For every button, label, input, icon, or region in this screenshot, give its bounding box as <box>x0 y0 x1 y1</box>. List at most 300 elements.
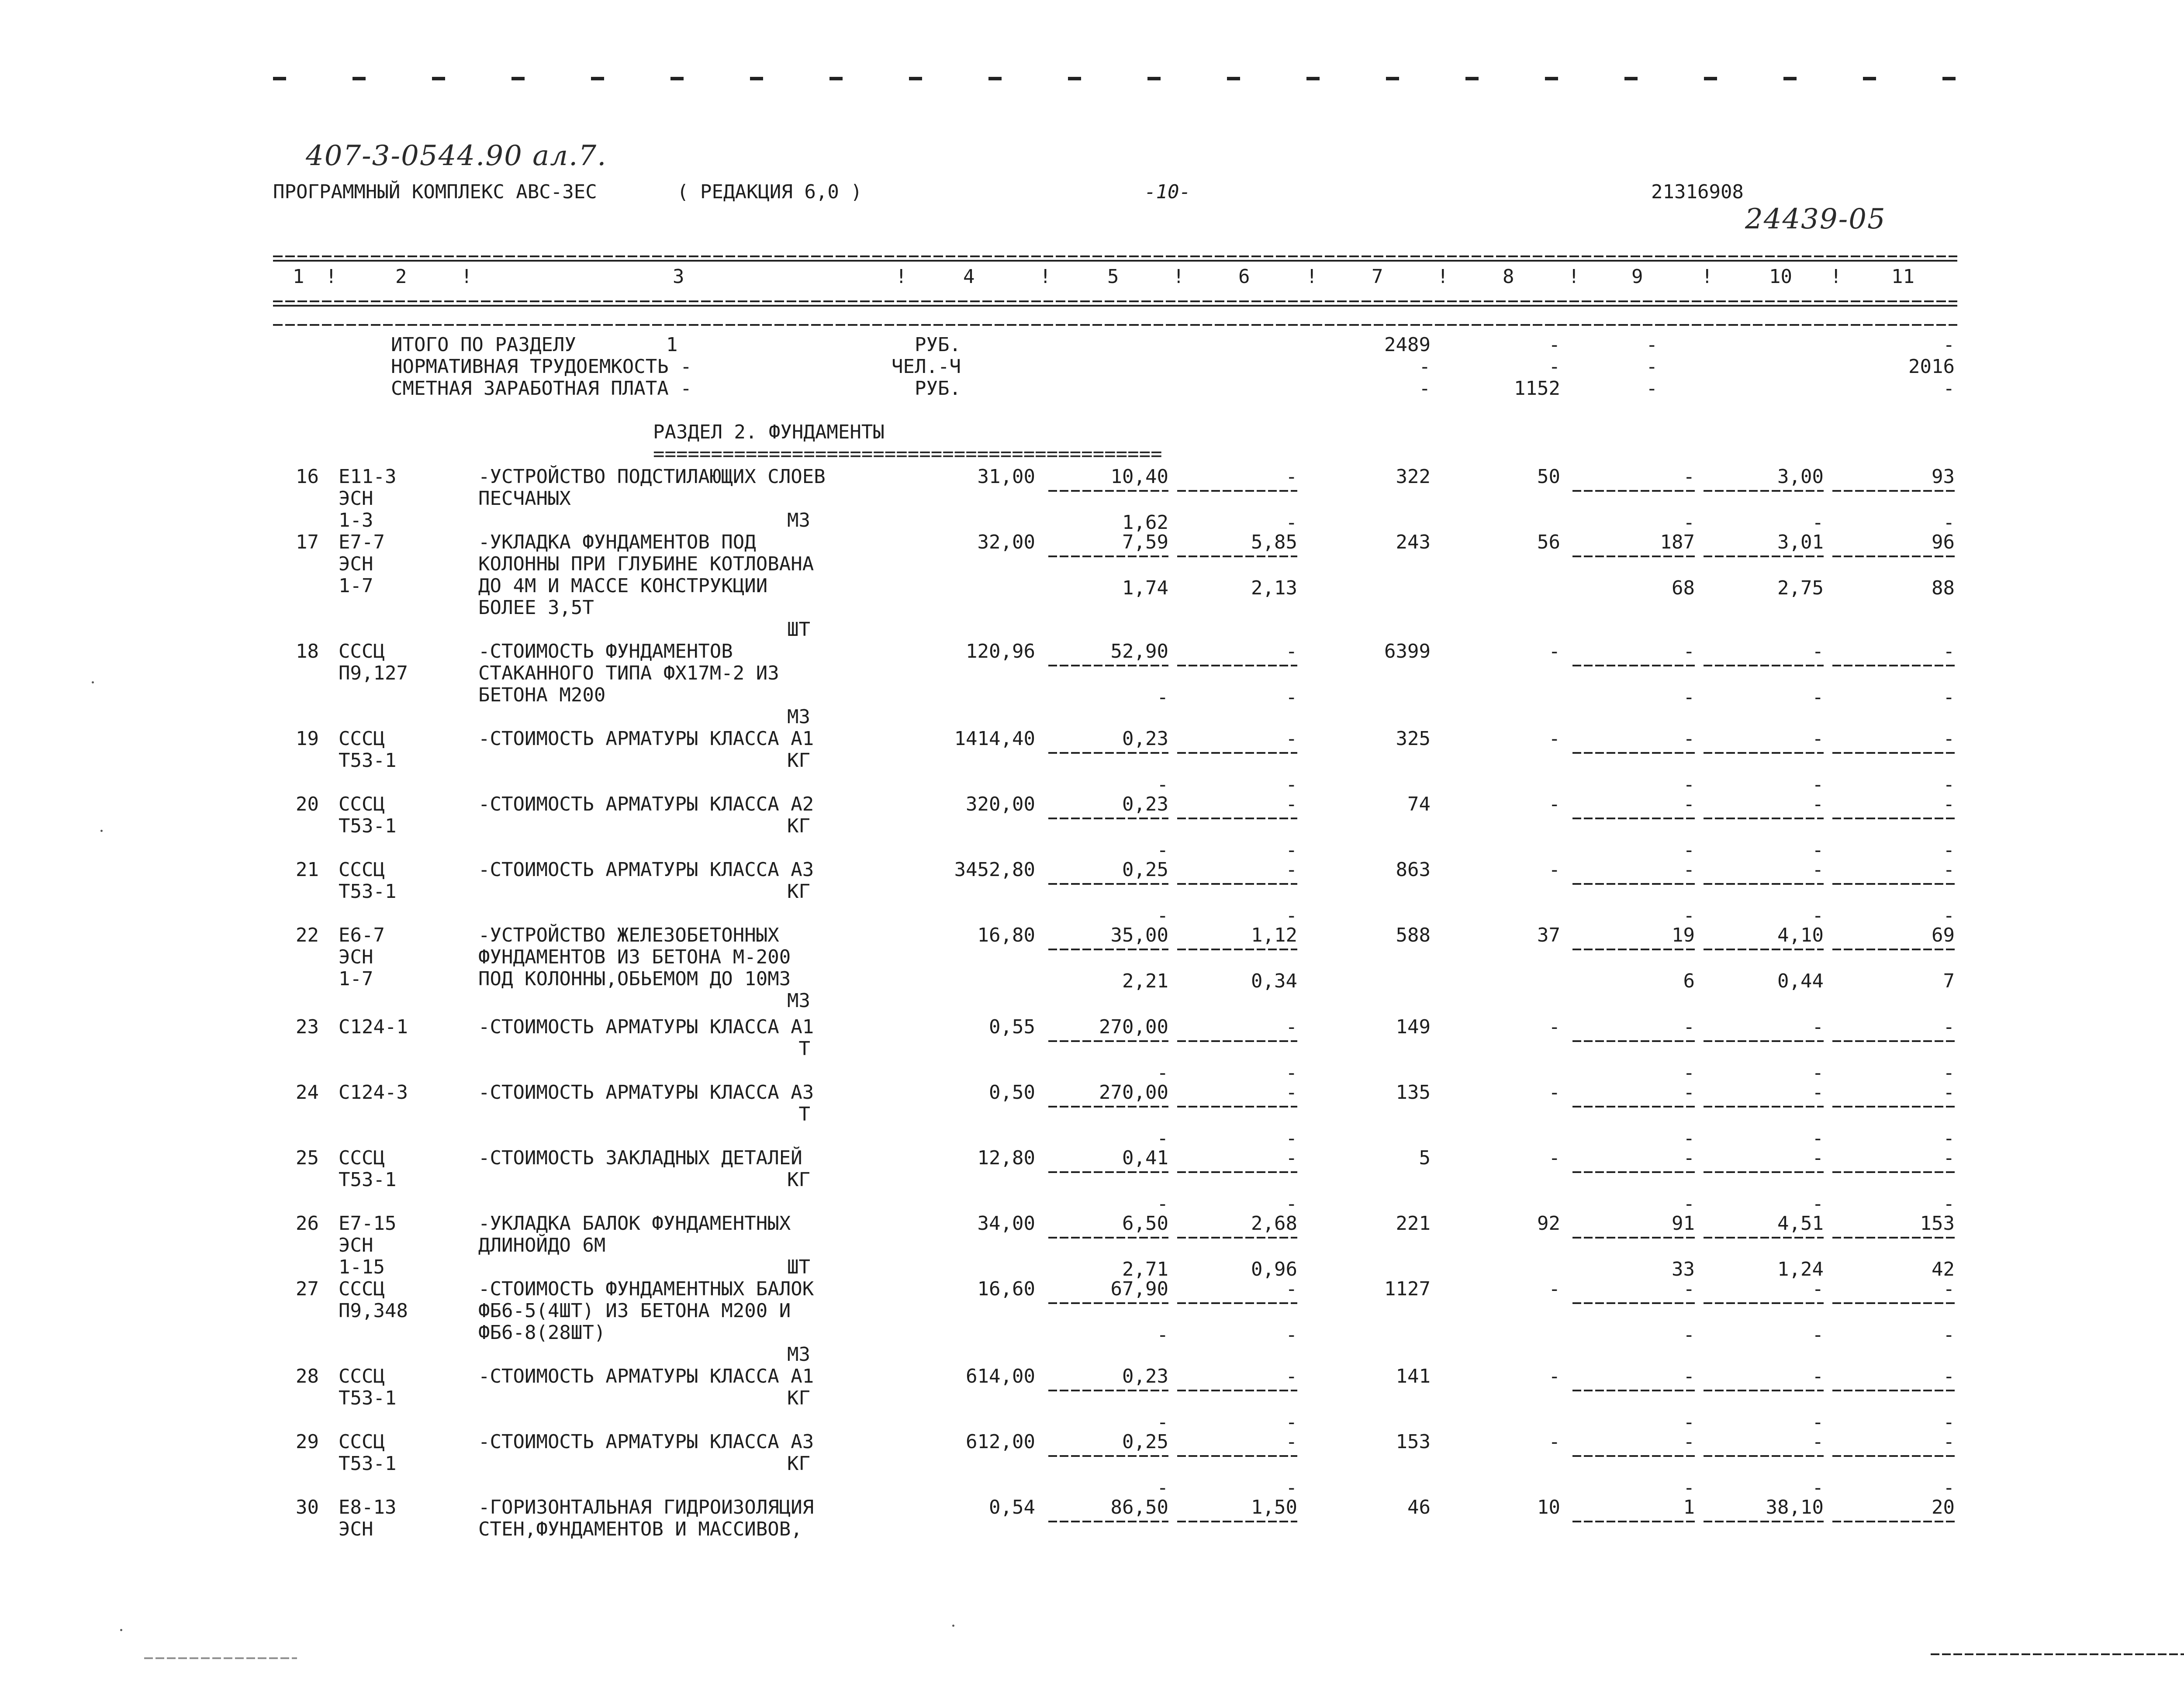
row-col-11: - <box>1943 1081 1955 1104</box>
row-sub-col10: - <box>1812 686 1824 708</box>
row-subrule-col10 <box>1704 1040 1824 1042</box>
row-sub-col6: - <box>1286 1324 1297 1346</box>
row-subrule-col9 <box>1572 490 1695 492</box>
section-underline: ============================================ <box>653 443 1162 465</box>
row-col-10: - <box>1812 1016 1824 1038</box>
row-unit: КГ <box>787 1387 810 1409</box>
row-sub-col6: - <box>1286 1477 1297 1499</box>
row-sub-col10: - <box>1812 1477 1824 1499</box>
row-unit: КГ <box>787 815 810 837</box>
row-col-8: 92 <box>1537 1212 1560 1235</box>
row-sub-col11: - <box>1943 686 1955 708</box>
row-sub-col11: - <box>1943 1193 1955 1215</box>
row-subrule-col11 <box>1832 883 1955 885</box>
row-code: С124-1 <box>339 1016 408 1038</box>
punch-dash <box>988 77 1002 80</box>
row-col-8: 50 <box>1537 466 1560 488</box>
row-sub-col5: - <box>1157 1193 1168 1215</box>
row-subrule-col10 <box>1704 1237 1824 1239</box>
row-sub-col11: - <box>1943 1062 1955 1084</box>
row-sub-col6: 0,96 <box>1251 1258 1297 1280</box>
row-subrule-col9 <box>1572 883 1695 885</box>
row-number: 24 <box>296 1081 319 1104</box>
row-subrule-col11 <box>1832 1106 1955 1108</box>
row-subrule-col5 <box>1048 1302 1168 1304</box>
row-col-8: - <box>1548 1431 1560 1453</box>
row-description: -СТОИМОСТЬ ФУНДАМЕНТОВ <box>478 640 733 662</box>
row-col-5: 0,25 <box>1122 859 1168 881</box>
row-subrule-col9 <box>1572 1455 1695 1457</box>
totals-col9: - <box>1646 355 1658 378</box>
punch-dash <box>352 77 366 80</box>
row-subrule-col9 <box>1572 1390 1695 1391</box>
row-sub-col11: - <box>1943 1127 1955 1149</box>
row-col-7: 46 <box>1407 1496 1431 1518</box>
row-col-9: - <box>1683 728 1695 750</box>
row-col-5: 270,00 <box>1099 1016 1168 1038</box>
row-col-7: 243 <box>1396 531 1431 553</box>
row-col-8: - <box>1548 1147 1560 1169</box>
document-code: 21316908 <box>1651 181 1744 203</box>
row-subrule-col11 <box>1832 818 1955 819</box>
row-sub-col5: 2,21 <box>1122 970 1168 992</box>
row-col-10: - <box>1812 793 1824 815</box>
row-subrule-col5 <box>1048 883 1168 885</box>
column-header-5: 5 <box>1107 266 1119 288</box>
row-sub-col5: 2,71 <box>1122 1258 1168 1280</box>
totals-section-number: 1 <box>666 334 678 356</box>
row-subrule-col9 <box>1572 752 1695 754</box>
row-sub-col11: 88 <box>1932 577 1955 599</box>
row-code: СССЦ <box>339 728 385 750</box>
row-sub-col10: 0,44 <box>1777 970 1824 992</box>
row-sub-col9: - <box>1683 839 1695 861</box>
row-col-8: - <box>1548 640 1560 662</box>
row-subrule-col6 <box>1177 1106 1297 1108</box>
row-col-4: 12,80 <box>977 1147 1035 1169</box>
row-subrule-col6 <box>1177 1040 1297 1042</box>
row-sub-col11: - <box>1943 1411 1955 1433</box>
row-col-8: - <box>1548 1016 1560 1038</box>
row-unit: М3 <box>787 990 810 1012</box>
row-col-9: - <box>1683 793 1695 815</box>
row-col-10: - <box>1812 1147 1824 1169</box>
row-code: Т53-1 <box>339 815 397 837</box>
totals-unit: ЧЕЛ.-Ч <box>892 355 961 378</box>
row-subrule-col6 <box>1177 1302 1297 1304</box>
row-subrule-col5 <box>1048 752 1168 754</box>
row-subrule-col6 <box>1177 1390 1297 1391</box>
punch-dash <box>750 77 763 80</box>
row-col-6: 5,85 <box>1251 531 1297 553</box>
row-col-11: - <box>1943 1278 1955 1300</box>
row-code: СССЦ <box>339 1278 385 1300</box>
row-code: ЭСН <box>339 553 373 575</box>
row-col-10: 4,10 <box>1777 924 1824 946</box>
row-col-8: - <box>1548 728 1560 750</box>
row-subrule-col6 <box>1177 665 1297 666</box>
row-subrule-col11 <box>1832 949 1955 950</box>
program-name: ПРОГРАММНЫЙ КОМПЛЕКС АВС-3ЕС <box>273 181 597 203</box>
row-subrule-col6 <box>1177 1237 1297 1239</box>
row-unit: М3 <box>787 706 810 728</box>
row-col-6: - <box>1286 728 1297 750</box>
row-col-9: - <box>1683 466 1695 488</box>
row-code: Е7-15 <box>339 1212 397 1235</box>
row-col-9: 19 <box>1672 924 1695 946</box>
row-sub-col6: - <box>1286 1062 1297 1084</box>
row-code: Т53-1 <box>339 749 397 772</box>
row-col-9: - <box>1683 640 1695 662</box>
row-col-5: 0,41 <box>1122 1147 1168 1169</box>
column-header-11: 11 <box>1891 266 1914 288</box>
row-subrule-col9 <box>1572 1106 1695 1108</box>
row-code: Т53-1 <box>339 1387 397 1409</box>
row-subrule-col5 <box>1048 1521 1168 1522</box>
row-number: 29 <box>296 1431 319 1453</box>
row-code: СССЦ <box>339 859 385 881</box>
row-col-11: - <box>1943 1147 1955 1169</box>
row-col-7: 5 <box>1419 1147 1431 1169</box>
row-col-8: - <box>1548 1081 1560 1104</box>
row-subrule-col5 <box>1048 1040 1168 1042</box>
punch-dash <box>1942 77 1956 80</box>
punch-dash <box>1783 77 1797 80</box>
row-sub-col10: - <box>1812 1127 1824 1149</box>
column-header-4: 4 <box>963 266 975 288</box>
row-sub-col6: - <box>1286 904 1297 927</box>
row-col-4: 0,54 <box>989 1496 1035 1518</box>
row-sub-col9: - <box>1683 686 1695 708</box>
row-col-11: 93 <box>1932 466 1955 488</box>
row-code: СССЦ <box>339 793 385 815</box>
column-header-1: 1 <box>293 266 304 288</box>
totals-col8: - <box>1548 355 1560 378</box>
row-col-7: 221 <box>1396 1212 1431 1235</box>
row-description: СТЕН,ФУНДАМЕНТОВ И МАССИВОВ, <box>478 1518 802 1540</box>
row-subrule-col6 <box>1177 556 1297 557</box>
punch-dash <box>1704 77 1717 80</box>
row-sub-col6: - <box>1286 511 1297 534</box>
row-col-10: - <box>1812 1431 1824 1453</box>
row-subrule-col6 <box>1177 752 1297 754</box>
row-unit: Т <box>798 1038 810 1060</box>
row-col-4: 614,00 <box>966 1365 1035 1387</box>
row-subrule-col5 <box>1048 949 1168 950</box>
row-code: П9,348 <box>339 1300 408 1322</box>
row-sub-col5: - <box>1157 839 1168 861</box>
row-sub-col6: - <box>1286 1411 1297 1433</box>
row-col-7: 863 <box>1396 859 1431 881</box>
row-col-9: - <box>1683 1365 1695 1387</box>
row-description: ДЛИНОЙДО 6М <box>478 1234 606 1256</box>
row-col-5: 10,40 <box>1110 466 1168 488</box>
row-col-7: 141 <box>1396 1365 1431 1387</box>
row-sub-col6: - <box>1286 1127 1297 1149</box>
row-sub-col11: - <box>1943 1324 1955 1346</box>
row-description: -УСТРОЙСТВО ЖЕЛЕЗОБЕТОННЫХ <box>478 924 779 946</box>
row-description: -УКЛАДКА БАЛОК ФУНДАМЕНТНЫХ <box>478 1212 791 1235</box>
column-header-9: 9 <box>1631 266 1643 288</box>
row-subrule-col10 <box>1704 556 1824 557</box>
column-separator: ! <box>1040 266 1051 288</box>
row-code: 1-15 <box>339 1256 385 1278</box>
row-description: -СТОИМОСТЬ АРМАТУРЫ КЛАССА А2 <box>478 793 814 815</box>
edition: ( РЕДАКЦИЯ 6,0 ) <box>677 181 862 203</box>
row-col-10: - <box>1812 640 1824 662</box>
row-number: 26 <box>296 1212 319 1235</box>
row-col-6: - <box>1286 1278 1297 1300</box>
row-sub-col5: - <box>1157 1127 1168 1149</box>
row-sub-col5: - <box>1157 1324 1168 1346</box>
row-col-5: 35,00 <box>1110 924 1168 946</box>
row-subrule-col11 <box>1832 1521 1955 1522</box>
row-col-10: - <box>1812 1081 1824 1104</box>
row-sub-col5: - <box>1157 773 1168 796</box>
row-col-11: - <box>1943 859 1955 881</box>
row-sub-col10: - <box>1812 1062 1824 1084</box>
bottom-left-rule <box>144 1657 297 1659</box>
row-subrule-col9 <box>1572 1302 1695 1304</box>
row-sub-col6: - <box>1286 839 1297 861</box>
row-col-8: - <box>1548 859 1560 881</box>
punch-dash <box>432 77 445 80</box>
row-col-5: 0,23 <box>1122 1365 1168 1387</box>
punch-dash <box>273 77 286 80</box>
row-sub-col10: - <box>1812 839 1824 861</box>
row-col-4: 0,50 <box>989 1081 1035 1104</box>
row-description: -СТОИМОСТЬ ЗАКЛАДНЫХ ДЕТАЛЕЙ <box>478 1147 802 1169</box>
row-col-10: - <box>1812 859 1824 881</box>
row-col-7: 135 <box>1396 1081 1431 1104</box>
row-number: 18 <box>296 640 319 662</box>
row-subrule-col10 <box>1704 818 1824 819</box>
row-col-11: 153 <box>1920 1212 1955 1235</box>
row-number: 27 <box>296 1278 319 1300</box>
row-subrule-col9 <box>1572 556 1695 557</box>
row-col-4: 16,60 <box>977 1278 1035 1300</box>
row-description: -СТОИМОСТЬ АРМАТУРЫ КЛАССА А1 <box>478 1365 814 1387</box>
punch-dash <box>1068 77 1081 80</box>
row-description: -СТОИМОСТЬ АРМАТУРЫ КЛАССА А3 <box>478 1431 814 1453</box>
row-code: СССЦ <box>339 1147 385 1169</box>
row-sub-col5: - <box>1157 1062 1168 1084</box>
row-col-6: 2,68 <box>1251 1212 1297 1235</box>
column-header-3: 3 <box>673 266 684 288</box>
row-col-8: - <box>1548 1278 1560 1300</box>
row-sub-col5: 1,62 <box>1122 511 1168 534</box>
punch-dash <box>829 77 843 80</box>
row-code: ЭСН <box>339 946 373 968</box>
row-description: БЕТОНА М200 <box>478 684 606 706</box>
row-description: ДО 4М И МАССЕ КОНСТРУКЦИИ <box>478 575 768 597</box>
row-subrule-col10 <box>1704 490 1824 492</box>
row-code: Е8-13 <box>339 1496 397 1518</box>
row-subrule-col11 <box>1832 752 1955 754</box>
section-title: РАЗДЕЛ 2. ФУНДАМЕНТЫ <box>653 421 885 443</box>
punch-dash <box>1227 77 1240 80</box>
row-col-6: - <box>1286 1016 1297 1038</box>
row-number: 30 <box>296 1496 319 1518</box>
row-col-9: - <box>1683 1278 1695 1300</box>
row-sub-col9: - <box>1683 1127 1695 1149</box>
punch-dash <box>909 77 922 80</box>
row-subrule-col5 <box>1048 1390 1168 1391</box>
row-col-8: - <box>1548 793 1560 815</box>
speck <box>100 830 103 832</box>
totals-col11: - <box>1943 377 1955 400</box>
row-sub-col6: - <box>1286 686 1297 708</box>
punch-dash <box>1624 77 1638 80</box>
row-col-9: - <box>1683 1431 1695 1453</box>
row-subrule-col6 <box>1177 1171 1297 1173</box>
row-subrule-col11 <box>1832 665 1955 666</box>
row-col-10: - <box>1812 1278 1824 1300</box>
row-subrule-col11 <box>1832 1237 1955 1239</box>
row-col-7: 153 <box>1396 1431 1431 1453</box>
row-col-7: 149 <box>1396 1016 1431 1038</box>
row-code: П9,127 <box>339 662 408 684</box>
row-code: Т53-1 <box>339 1453 397 1475</box>
table-header-rule-3 <box>273 324 1957 326</box>
row-col-4: 16,80 <box>977 924 1035 946</box>
row-col-7: 74 <box>1407 793 1431 815</box>
row-subrule-col9 <box>1572 1521 1695 1522</box>
column-separator: ! <box>1306 266 1318 288</box>
row-subrule-col9 <box>1572 1040 1695 1042</box>
row-subrule-col10 <box>1704 1521 1824 1522</box>
column-separator: ! <box>1830 266 1842 288</box>
row-col-11: - <box>1943 640 1955 662</box>
row-sub-col9: - <box>1683 904 1695 927</box>
row-subrule-col6 <box>1177 490 1297 492</box>
row-sub-col10: - <box>1812 1411 1824 1433</box>
row-subrule-col9 <box>1572 1237 1695 1239</box>
row-col-9: - <box>1683 1147 1695 1169</box>
row-code: СССЦ <box>339 1431 385 1453</box>
row-col-9: - <box>1683 859 1695 881</box>
row-number: 17 <box>296 531 319 553</box>
row-subrule-col11 <box>1832 1455 1955 1457</box>
row-unit: М3 <box>787 1343 810 1366</box>
row-col-4: 320,00 <box>966 793 1035 815</box>
totals-label: ИТОГО ПО РАЗДЕЛУ <box>391 334 576 356</box>
column-separator: ! <box>1437 266 1449 288</box>
row-sub-col11: - <box>1943 839 1955 861</box>
punch-dash <box>1306 77 1320 80</box>
totals-col8: 1152 <box>1514 377 1560 400</box>
row-col-7: 6399 <box>1384 640 1431 662</box>
row-col-5: 270,00 <box>1099 1081 1168 1104</box>
row-col-5: 67,90 <box>1110 1278 1168 1300</box>
row-sub-col11: 7 <box>1943 970 1955 992</box>
row-sub-col10: - <box>1812 511 1824 534</box>
row-sub-col9: - <box>1683 1324 1695 1346</box>
row-col-4: 3452,80 <box>954 859 1035 881</box>
row-subrule-col10 <box>1704 1390 1824 1391</box>
row-col-10: - <box>1812 728 1824 750</box>
totals-label: СМЕТНАЯ ЗАРАБОТНАЯ ПЛАТА - <box>391 377 692 400</box>
row-sub-col9: - <box>1683 1477 1695 1499</box>
row-subrule-col11 <box>1832 490 1955 492</box>
row-code: 1-7 <box>339 575 373 597</box>
row-code: Е7-7 <box>339 531 385 553</box>
row-description: -СТОИМОСТЬ АРМАТУРЫ КЛАССА А3 <box>478 1081 814 1104</box>
row-description: БОЛЕЕ 3,5Т <box>478 597 594 619</box>
row-sub-col6: 2,13 <box>1251 577 1297 599</box>
row-col-9: - <box>1683 1081 1695 1104</box>
row-number: 21 <box>296 859 319 881</box>
row-col-11: - <box>1943 793 1955 815</box>
row-col-5: 0,25 <box>1122 1431 1168 1453</box>
row-subrule-col10 <box>1704 752 1824 754</box>
punch-dash <box>511 77 525 80</box>
row-sub-col6: - <box>1286 773 1297 796</box>
row-col-11: 69 <box>1932 924 1955 946</box>
row-col-5: 7,59 <box>1122 531 1168 553</box>
row-sub-col9: 68 <box>1672 577 1695 599</box>
row-code: СССЦ <box>339 1365 385 1387</box>
row-col-5: 52,90 <box>1110 640 1168 662</box>
row-sub-col11: - <box>1943 773 1955 796</box>
row-subrule-col6 <box>1177 1521 1297 1522</box>
punch-dash <box>1465 77 1479 80</box>
row-subrule-col11 <box>1832 1390 1955 1391</box>
totals-col7: - <box>1419 377 1431 400</box>
row-subrule-col9 <box>1572 665 1695 666</box>
row-col-6: 1,12 <box>1251 924 1297 946</box>
row-subrule-col10 <box>1704 1455 1824 1457</box>
row-sub-col5: - <box>1157 1477 1168 1499</box>
row-col-5: 0,23 <box>1122 793 1168 815</box>
totals-col9: - <box>1646 377 1658 400</box>
row-description: ПОД КОЛОННЫ,ОБЬЕМОМ ДО 10М3 <box>478 968 791 990</box>
column-header-8: 8 <box>1503 266 1514 288</box>
row-col-7: 588 <box>1396 924 1431 946</box>
row-subrule-col10 <box>1704 1106 1824 1108</box>
row-col-10: 3,00 <box>1777 466 1824 488</box>
row-sub-col9: 33 <box>1672 1258 1695 1280</box>
row-code: С124-3 <box>339 1081 408 1104</box>
row-sub-col6: 0,34 <box>1251 970 1297 992</box>
row-code: Т53-1 <box>339 1169 397 1191</box>
row-sub-col9: - <box>1683 511 1695 534</box>
row-sub-col10: 1,24 <box>1777 1258 1824 1280</box>
row-col-6: 1,50 <box>1251 1496 1297 1518</box>
row-sub-col10: - <box>1812 1193 1824 1215</box>
table-header-rule <box>273 300 1957 302</box>
row-code: ЭСН <box>339 1518 373 1540</box>
row-subrule-col10 <box>1704 1302 1824 1304</box>
row-subrule-col6 <box>1177 818 1297 819</box>
totals-unit: РУБ. <box>915 334 961 356</box>
row-col-5: 0,23 <box>1122 728 1168 750</box>
table-top-rule <box>273 255 1957 257</box>
row-code: 1-7 <box>339 968 373 990</box>
row-code: ЭСН <box>339 487 373 510</box>
row-description: КОЛОННЫ ПРИ ГЛУБИНЕ КОТЛОВАНА <box>478 553 814 575</box>
row-number: 16 <box>296 466 319 488</box>
row-col-6: - <box>1286 793 1297 815</box>
row-code: Е11-3 <box>339 466 397 488</box>
row-col-6: - <box>1286 640 1297 662</box>
row-sub-col10: - <box>1812 1324 1824 1346</box>
row-sub-col10: - <box>1812 904 1824 927</box>
page-number: -10- <box>1144 181 1191 203</box>
row-col-9: 187 <box>1660 531 1695 553</box>
totals-col11: 2016 <box>1908 355 1955 378</box>
handwritten-number: 24439-05 <box>1745 203 1886 235</box>
